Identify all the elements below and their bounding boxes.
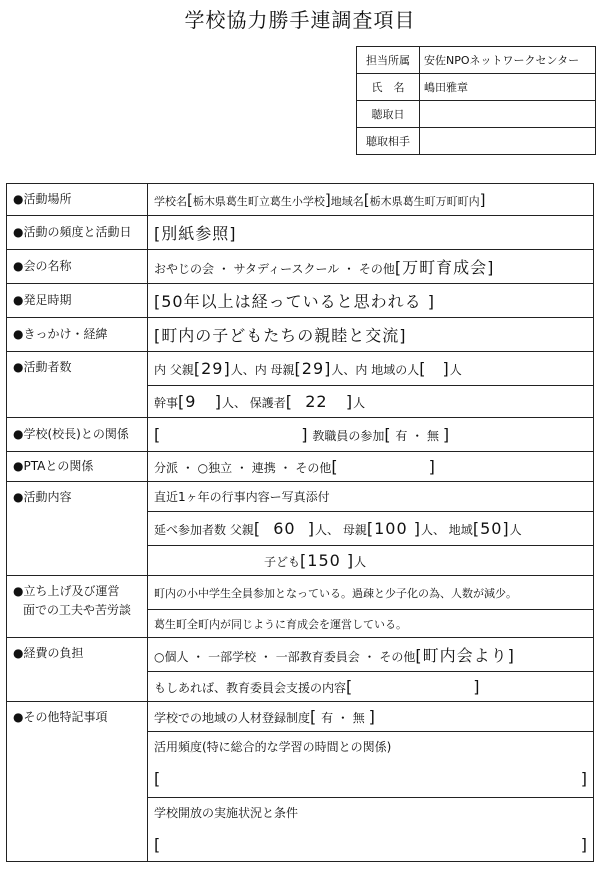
row-place: [7, 184, 594, 216]
row-ideas-1: [7, 576, 594, 610]
school-value: 栃木県葛生町立葛生小学校: [192, 194, 325, 208]
info-row-dept: [357, 47, 596, 74]
row-name: [7, 250, 594, 284]
value-other-1: 学校での地域の人材登録制度[ 有 ・ 無 ]: [148, 702, 594, 732]
ideas-label-2: 面での工夫や苦労談: [23, 603, 132, 618]
members-text: 内 父親: [154, 363, 194, 377]
value-members-2: 幹事[9 ]人、 保護者[ 22 ]人: [148, 386, 594, 418]
other-line3: 学校開放の実施状況と条件: [154, 806, 299, 820]
value-pta: 分派 ・ ○独立 ・ 連携 ・ その他[ ]: [148, 452, 594, 482]
row-members-1: [7, 352, 594, 386]
children-participants: 150: [307, 551, 341, 570]
content-unit: 人: [509, 523, 522, 537]
row-trigger: [7, 318, 594, 352]
value-start: [50年以上は経っていると思われる ]: [148, 284, 594, 318]
officers-count: 9: [185, 392, 197, 411]
area-value: 栃木県葛生町万町町内: [369, 194, 480, 208]
value-other-2: [148, 732, 594, 798]
info-value: 嶋田雅章: [420, 74, 596, 101]
label-place: ●活動場所: [7, 184, 148, 216]
info-label: 氏 名: [357, 74, 420, 101]
label-frequency: ●活動の頻度と活動日: [7, 216, 148, 250]
label-cost: ●経費の負担: [7, 638, 148, 702]
cost-options: ○個人 ・ 一部学校 ・ 一部教育委員会 ・ その他: [154, 650, 416, 664]
name-options: おやじの会 ・ サタディースクール ・ その他: [154, 262, 395, 276]
label-trigger: ●きっかけ・経緯: [7, 318, 148, 352]
content-text: 人、 地域: [420, 523, 473, 537]
school-label: 学校名: [154, 194, 187, 208]
cost-line2: もしあれば、教育委員会支援の内容: [154, 681, 347, 695]
survey-form-table: [6, 183, 594, 862]
info-row-interviewee: [357, 128, 596, 155]
content-line1: 直近1ヶ年の行事内容ー写真添付: [148, 482, 594, 512]
name-value: 万町育成会: [402, 258, 488, 277]
value-trigger: [町内の子どもたちの親睦と交流]: [148, 318, 594, 352]
staff-info-table: [356, 46, 596, 155]
value-cost-1: ○個人 ・ 一部学校 ・ 一部教育委員会 ・ その他[町内会より]: [148, 638, 594, 672]
value-members-1: 内 父親[29]人、内 母親[29]人、内 地域の人[ ]人: [148, 352, 594, 386]
mother-participants: 100: [374, 519, 408, 538]
row-pta: [7, 452, 594, 482]
row-school: [7, 418, 594, 452]
label-start: ●発足時期: [7, 284, 148, 318]
value-other-3: [148, 798, 594, 862]
local-participants: 50: [480, 519, 503, 538]
value-school: [ ] 教職員の参加[ 有 ・ 無 ]: [148, 418, 594, 452]
label-content: ●活動内容: [7, 482, 148, 576]
content-text: 延べ参加者数 父親: [154, 523, 254, 537]
members-text: 人、内 母親: [230, 363, 295, 377]
members-text: 人、内 地域の人: [331, 363, 420, 377]
ideas-label-1: ●立ち上げ及び運営: [13, 584, 120, 598]
content-text: 子ども: [264, 555, 301, 569]
row-start: [7, 284, 594, 318]
pta-options: 分派 ・ ○独立 ・ 連携 ・ その他: [154, 461, 332, 475]
members-text: 人、 保護者: [221, 396, 286, 410]
cost-value: 町内会より: [422, 646, 508, 665]
father-participants: 60: [273, 519, 296, 538]
info-row-date: [357, 101, 596, 128]
members-unit: 人: [353, 396, 366, 410]
info-value: [420, 128, 596, 155]
value-content-2: 延べ参加者数 父親[ 60 ]人、 母親[100 ]人、 地域[50]人: [148, 512, 594, 546]
label-school: ●学校(校長)との関係: [7, 418, 148, 452]
page-title: 学校協力勝手連調査項目: [184, 8, 416, 32]
value-name: おやじの会 ・ サタディースクール ・ その他[万町育成会]: [148, 250, 594, 284]
staff-label: 教職員の参加: [312, 429, 385, 443]
label-pta: ●PTAとの関係: [7, 452, 148, 482]
ideas-line2: 葛生町全町内が同じように育成会を運営している。: [148, 610, 594, 638]
value-cost-2: もしあれば、教育委員会支援の内容[ ]: [148, 672, 594, 702]
row-content-1: [7, 482, 594, 512]
label-ideas: [7, 576, 148, 638]
row-frequency: [7, 216, 594, 250]
mother-count: 29: [301, 359, 325, 378]
info-row-name: [357, 74, 596, 101]
members-unit: 人: [449, 363, 462, 377]
info-label: 聴取日: [357, 101, 420, 128]
other-line1: 学校での地域の人材登録制度: [154, 711, 311, 725]
label-other: ●その他特記事項: [7, 702, 148, 862]
info-value: [420, 101, 596, 128]
ideas-line1: 町内の小中学生全員参加となっている。過疎と少子化の為、人数が減少。: [148, 576, 594, 610]
info-label: 担当所属: [357, 47, 420, 74]
father-count: 29: [201, 359, 224, 378]
info-label: 聴取相手: [357, 128, 420, 155]
staff-options: 有 ・ 無: [395, 429, 440, 443]
info-value: 安佐NPOネットワークセンター: [420, 47, 596, 74]
other-line2: 活用頻度(特に総合的な学習の時間との関係): [154, 740, 392, 754]
start-value: 50年以上は経っていると思われる: [161, 292, 422, 311]
value-place: 学校名[栃木県葛生町立葛生小学校]地域名[栃木県葛生町万町町内]: [148, 184, 594, 216]
value-frequency: [別紙参照]: [148, 216, 594, 250]
label-members: ●活動者数: [7, 352, 148, 418]
trigger-value: 町内の子どもたちの親睦と交流: [161, 326, 400, 345]
area-label: 地域名: [330, 194, 364, 208]
guardians-count: 22: [305, 392, 328, 411]
frequency-value: 別紙参照: [161, 224, 230, 243]
other-line3-bracket: [ ]: [154, 835, 587, 854]
members-text: 幹事: [154, 396, 179, 410]
value-content-3: 子ども[150 ]人: [148, 546, 594, 576]
row-cost-1: [7, 638, 594, 672]
content-text: 人、 母親: [315, 523, 367, 537]
row-other-1: [7, 702, 594, 732]
other-line2-bracket: [ ]: [154, 769, 587, 788]
other-line1-options: 有 ・ 無: [321, 711, 365, 725]
content-unit: 人: [354, 555, 367, 569]
label-name: ●会の名称: [7, 250, 148, 284]
